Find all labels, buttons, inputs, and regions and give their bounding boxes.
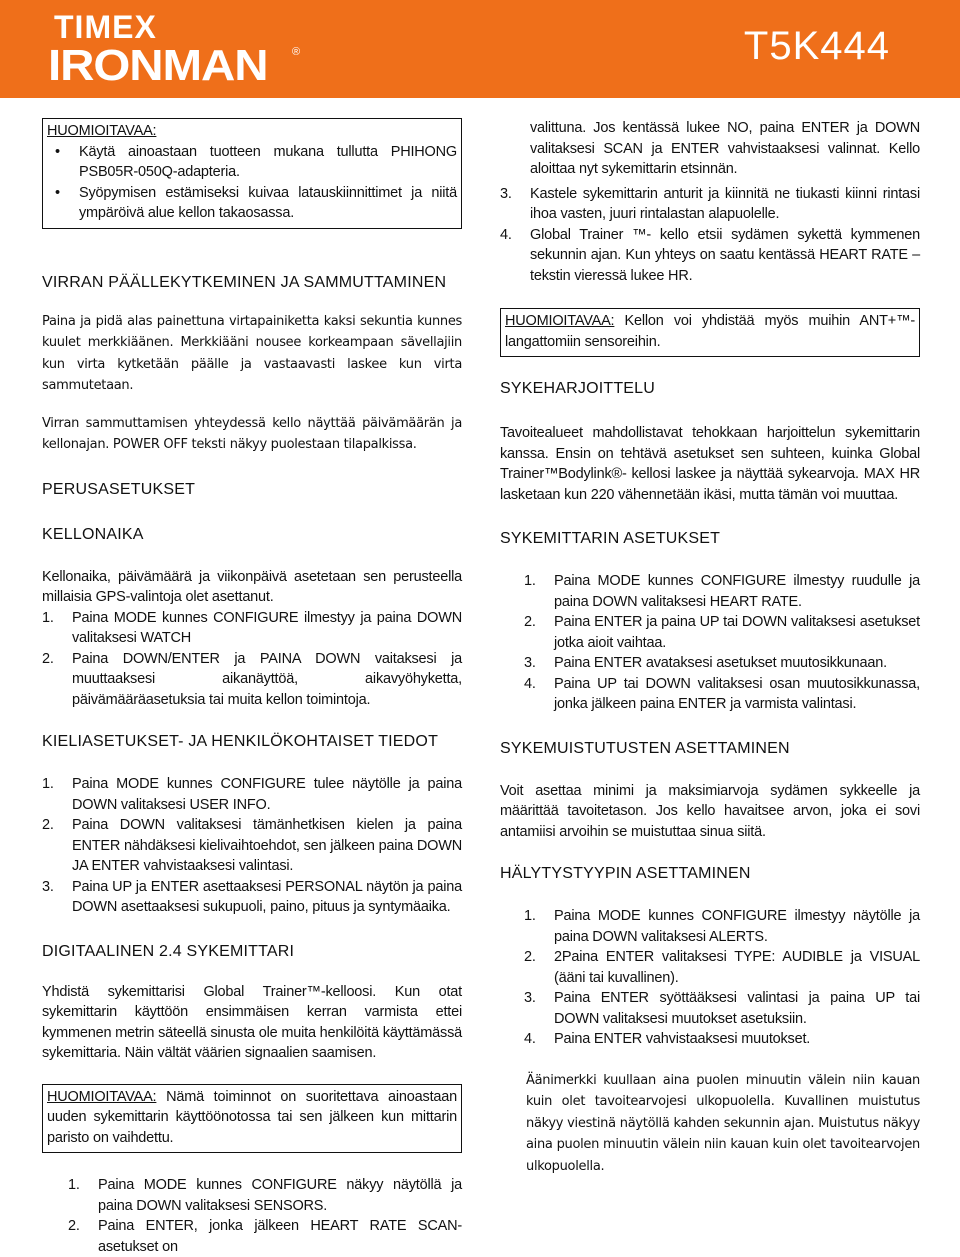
note-box-ant (500, 308, 920, 357)
alarm-steps (500, 906, 920, 1050)
section-heading-time: KELLONAIKA (42, 525, 144, 543)
list-item: 1. Paina MODE kunnes CONFIGURE tulee näytölle ja paina DOWN valitaksesi USER INFO. (42, 776, 462, 813)
note-label: HUOMIOITAVAA: (47, 1088, 157, 1105)
paragraph: Yhdistä sykemittarisi Global Trainer™-kelloosi. Kun otat sykemittarin käyttöön ensimmäisen kerran varmista ettei kymmenen metrin säteellä sinusta ole muita henkilöitä käyttämässä sykemittaria. Näin vältät väärien signaalien saamisen. (42, 983, 462, 1061)
list-item: 2. Paina DOWN valitaksesi tämänhetkisen kielen ja paina ENTER nähdäksesi kielivaihtoehdot, sen jälkeen paina DOWN JA ENTER vahvistaaksesi valintasi. (42, 817, 462, 874)
note-bullet-list (47, 142, 457, 224)
timex-ironman-logo (48, 9, 301, 90)
list-item: 1. Paina MODE kunnes CONFIGURE ilmestyy näytölle ja paina DOWN valitaksesi ALERTS. (524, 908, 920, 945)
paragraph: Äänimerkki kuullaan aina puolen minuutin välein niin kauan kuin olet tavoitearvojesi ulkopuolella. Kuvallinen muistutus näkyy viestinä näytöllä kahden sekunnin ajan. Muistutus näkyy aina puolen minuutin välein niin kauan kuin olet tavoitearvojen ulkopuolella. (526, 1072, 920, 1174)
model-number: T5K444 (743, 24, 890, 68)
paragraph: Paina ja pidä alas painettuna virtapainiketta kaksi sekuntia kunnes kuulet merkkiäänen. Merkkiääni nousee korkeampaan sävellajiin kun virta kytketään päälle ja vastaavasti laskee kun virta sammutetaan. (42, 313, 462, 393)
list-item: 1. Paina MODE kunnes CONFIGURE ilmestyy ruudulle ja paina DOWN valitaksesi HEART RATE. (524, 573, 920, 610)
list-item: • Käytä ainoastaan tuotteen mukana tullutta PHIHONG PSB05R-050Q-adapteria. (47, 142, 457, 183)
list-item: 1. Paina MODE kunnes CONFIGURE näkyy näytöllä ja paina DOWN valitaksesi SENSORS. (68, 1177, 462, 1214)
paragraph: Virran sammuttamisen yhteydessä kello näyttää päivämäärän ja kellonajan. POWER OFF teksti näkyy puolestaan tilapalkissa. (42, 415, 462, 452)
paragraph: Tavoitealueet mahdollistavat tehokkaan harjoittelun sykemittarin kanssa. Ensin on tehtävä asetukset sen suhteen, kuinka Global Trainer™Bodylink®- kellosi laskee ja näyttää sykearvoja. MAX HR lasketaan kun 220 vähennetään ikäsi, mutta tämän voi muuttaa. (500, 425, 920, 503)
list-item: 4. Global Trainer ™- kello etsii sydämen sykettä kymmenen sekunnin ajan. Kun yhteys on saatu kentässä HEART RATE – tekstin vieressä lukee HR. (500, 226, 920, 284)
section-heading-alarm: HÄLYTYSTYYPIN ASETTAMINEN (500, 865, 751, 882)
list-item: 2. Paina ENTER ja paina UP tai DOWN valitaksesi asetukset jotka aioit vaihtaa. (524, 614, 920, 651)
note-label: HUOMIOITAVAA: (47, 123, 157, 139)
note-box-sensor (42, 1084, 462, 1154)
paragraph: Voit asettaa minimi ja maksimiarvoja sydämen sykkeelle ja määrittää tavoitetason. Jos kello havaitsee arvon, joka ei sovi antamiisi arvoihin se muistuttaa sinua siitä. (500, 782, 920, 840)
list-item: 3. Paina UP ja ENTER asettaaksesi PERSONAL näytön ja paina DOWN asettaaksesi sukupuoli, paino, pituus ja syntymäaika. (42, 878, 462, 915)
list-item: 4. Paina ENTER vahvistaaksesi muutokset. (524, 1031, 811, 1047)
list-item: 2. Paina DOWN/ENTER ja PAINA DOWN vaitaksesi ja muuttaaksesi aikanäyttöä, aikavyöhyketta, päivämääräasetuksia tai muita kellon toimintoja. (42, 650, 462, 708)
hr-steps (42, 1175, 462, 1257)
list-item: 4. Paina UP tai DOWN valitaksesi osan muutosikkunassa, jonka jälkeen paina ENTER ja varmista valintasi. (524, 675, 920, 712)
list-item: 3. Kastele sykemittarin anturit ja kiinnitä ne tiukasti kiinni rintasi ihoa vasten, juuri rintalastan alapuolelle. (500, 185, 920, 222)
note-text: Nämä toiminnot on suoritettava ainoastaan uuden sykemittarin käyttöönotossa tai sen jälkeen kun mittarin paristo on vaihdettu. (47, 1088, 457, 1146)
list-item: 1. Paina MODE kunnes CONFIGURE ilmestyy ja paina DOWN valitaksesi WATCH (42, 609, 462, 646)
language-steps (42, 774, 462, 918)
time-steps (42, 608, 462, 711)
section-heading-hr-settings: SYKEMITTARIN ASETUKSET (500, 530, 721, 547)
section-heading-heart-rate: DIGITAALINEN 2.4 SYKEMITTARI (42, 942, 295, 960)
list-item: 3. Paina ENTER avataksesi asetukset muutosikkunaan. (524, 655, 887, 671)
note-box-adapter (42, 118, 462, 229)
hr-settings-steps (500, 571, 920, 715)
list-item: • Syöpymisen estämiseksi kuivaa latauskiinnittimet ja niitä ympäröivä alue kellon takaosassa. (47, 183, 457, 224)
right-column (500, 118, 920, 1177)
left-column (42, 118, 462, 1257)
list-item: 2. 2Paina ENTER valitaksesi TYPE: AUDIBLE ja VISUAL (ääni tai kuvallinen). (524, 949, 920, 986)
section-heading-power: VIRRAN PÄÄLLEKYTKEMINEN JA SAMMUTTAMINEN (42, 273, 447, 291)
section-heading-reminders: SYKEMUISTUTUSTEN ASETTAMINEN (500, 739, 790, 757)
note-text: Kellon voi yhdistää myös muihin ANT+™- langattomiin sensoreihin. (505, 313, 915, 350)
continued-steps (500, 184, 920, 287)
registered-mark: ® (292, 46, 301, 58)
list-item: 3. Paina ENTER syöttääksesi valintasi ja paina UP tai DOWN valitaksesi muutokset asetuksiin. (524, 990, 920, 1027)
paragraph: Kellonaika, päivämäärä ja viikonpäivä asetetaan sen perusteella millaisia GPS-valintoja olet asettanut. (42, 568, 462, 605)
note-label: HUOMIOITAVAA: (505, 313, 615, 329)
logo-ironman-text: IRONMAN (48, 41, 268, 90)
section-heading-basic: PERUSASETUKSET (42, 480, 196, 498)
header-bar (0, 0, 960, 98)
list-item: 2. Paina ENTER, jonka jälkeen HEART RATE SCAN- asetukset on (68, 1218, 462, 1255)
section-heading-training: SYKEHARJOITTELU (500, 380, 656, 397)
section-heading-language: KIELIASETUKSET- JA HENKILÖKOHTAISET TIEDOT (42, 733, 439, 750)
paragraph-continued: valittuna. Jos kentässä lukee NO, paina ENTER ja DOWN valitaksesi SCAN ja ENTER vahvistaaksesi valinnat. Kello aloittaa nyt sykemittarin etsinnän. (530, 120, 920, 177)
logo-timex-text: TIMEX (54, 9, 157, 45)
